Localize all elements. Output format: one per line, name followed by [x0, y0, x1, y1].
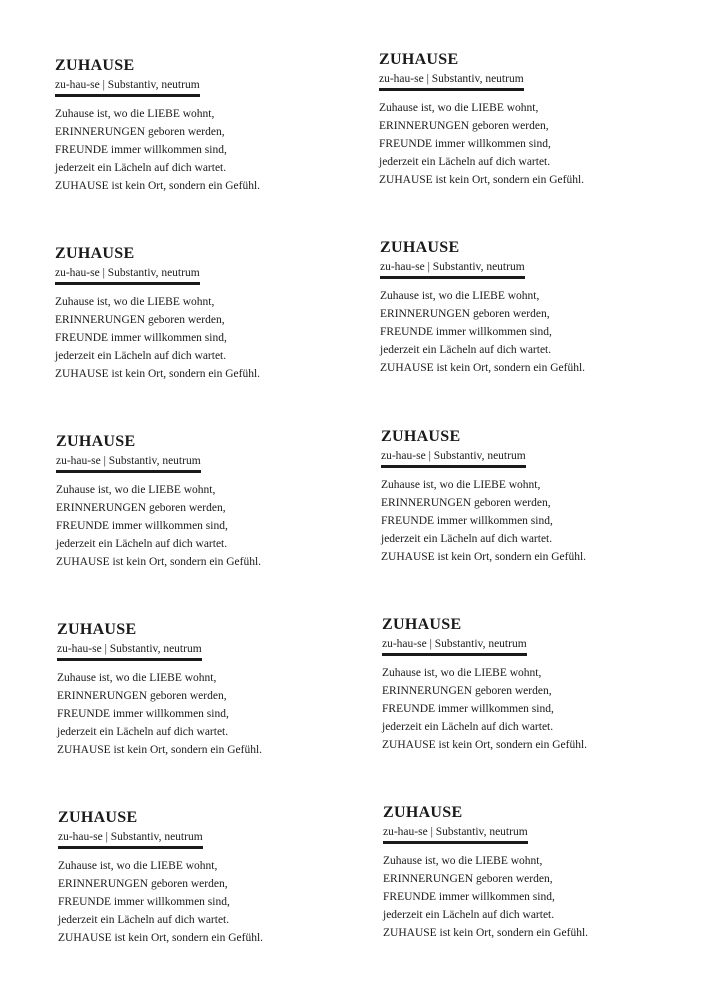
card-line: ERINNERUNGEN geboren werden,: [379, 120, 549, 132]
card-line: ERINNERUNGEN geboren werden,: [381, 497, 551, 509]
card-definition: zu-hau-se | Substantiv, neutrum: [380, 260, 525, 279]
card-line: FREUNDE immer willkommen sind,: [57, 708, 229, 720]
card-line: jederzeit ein Lächeln auf dich wartet.: [383, 909, 555, 921]
card-title: ZUHAUSE: [379, 51, 459, 68]
card-line: jederzeit ein Lächeln auf dich wartet.: [382, 721, 554, 733]
card-line: Zuhause ist, wo die LIEBE wohnt,: [55, 108, 215, 120]
card-line: FREUNDE immer willkommen sind,: [379, 138, 551, 150]
card-title: ZUHAUSE: [55, 245, 135, 262]
card-line: Zuhause ist, wo die LIEBE wohnt,: [57, 672, 217, 684]
card-line: jederzeit ein Lächeln auf dich wartet.: [57, 726, 229, 738]
definition-card-right-2: [380, 239, 680, 377]
card-title: ZUHAUSE: [380, 239, 460, 256]
card-line: ERINNERUNGEN geboren werden,: [56, 502, 226, 514]
card-line: ZUHAUSE ist kein Ort, sondern ein Gefühl.: [55, 180, 261, 192]
card-line: FREUNDE immer willkommen sind,: [380, 326, 552, 338]
card-line: Zuhause ist, wo die LIEBE wohnt,: [381, 479, 541, 491]
card-line: ERINNERUNGEN geboren werden,: [55, 126, 225, 138]
card-line: ERINNERUNGEN geboren werden,: [383, 873, 553, 885]
card-line: Zuhause ist, wo die LIEBE wohnt,: [58, 860, 218, 872]
card-line: ZUHAUSE ist kein Ort, sondern ein Gefühl.: [383, 927, 589, 939]
definition-card-left-4: [57, 621, 357, 759]
card-line: jederzeit ein Lächeln auf dich wartet.: [55, 350, 227, 362]
definition-card-left-1: [55, 57, 355, 195]
card-line: ZUHAUSE ist kein Ort, sondern ein Gefühl.: [382, 739, 588, 751]
definition-card-right-1: [379, 51, 679, 189]
card-line: ERINNERUNGEN geboren werden,: [380, 308, 550, 320]
card-line: ZUHAUSE ist kein Ort, sondern ein Gefühl.: [58, 932, 264, 944]
card-line: ZUHAUSE ist kein Ort, sondern ein Gefühl.: [56, 556, 262, 568]
card-definition: zu-hau-se | Substantiv, neutrum: [379, 72, 524, 91]
card-definition: zu-hau-se | Substantiv, neutrum: [56, 454, 201, 473]
card-line: ZUHAUSE ist kein Ort, sondern ein Gefühl.: [55, 368, 261, 380]
card-title: ZUHAUSE: [57, 621, 137, 638]
card-line: Zuhause ist, wo die LIEBE wohnt,: [383, 855, 543, 867]
card-text: [379, 99, 679, 189]
definition-card-left-3: [56, 433, 356, 571]
definition-card-right-4: [382, 616, 682, 754]
card-line: Zuhause ist, wo die LIEBE wohnt,: [55, 296, 215, 308]
card-line: jederzeit ein Lächeln auf dich wartet.: [56, 538, 228, 550]
card-text: [382, 664, 682, 754]
card-title: ZUHAUSE: [383, 804, 463, 821]
card-text: [380, 287, 680, 377]
card-line: Zuhause ist, wo die LIEBE wohnt,: [380, 290, 540, 302]
card-line: jederzeit ein Lächeln auf dich wartet.: [55, 162, 227, 174]
card-line: FREUNDE immer willkommen sind,: [382, 703, 554, 715]
card-definition: zu-hau-se | Substantiv, neutrum: [55, 78, 200, 97]
card-title: ZUHAUSE: [56, 433, 136, 450]
card-line: ZUHAUSE ist kein Ort, sondern ein Gefühl.: [57, 744, 263, 756]
card-title: ZUHAUSE: [58, 809, 138, 826]
card-line: FREUNDE immer willkommen sind,: [383, 891, 555, 903]
card-title: ZUHAUSE: [381, 428, 461, 445]
card-definition: zu-hau-se | Substantiv, neutrum: [383, 825, 528, 844]
card-text: [381, 476, 681, 566]
card-line: ERINNERUNGEN geboren werden,: [57, 690, 227, 702]
card-line: Zuhause ist, wo die LIEBE wohnt,: [379, 102, 539, 114]
card-line: ERINNERUNGEN geboren werden,: [382, 685, 552, 697]
card-line: FREUNDE immer willkommen sind,: [55, 144, 227, 156]
card-line: Zuhause ist, wo die LIEBE wohnt,: [382, 667, 542, 679]
card-text: [57, 669, 357, 759]
card-line: jederzeit ein Lächeln auf dich wartet.: [381, 533, 553, 545]
card-line: ZUHAUSE ist kein Ort, sondern ein Gefühl.: [381, 551, 587, 563]
definition-card-right-5: [383, 804, 683, 942]
card-definition: zu-hau-se | Substantiv, neutrum: [57, 642, 202, 661]
definition-card-left-5: [58, 809, 358, 947]
card-line: jederzeit ein Lächeln auf dich wartet.: [380, 344, 552, 356]
card-text: [58, 857, 358, 947]
card-line: jederzeit ein Lächeln auf dich wartet.: [379, 156, 551, 168]
card-definition: zu-hau-se | Substantiv, neutrum: [55, 266, 200, 285]
card-line: FREUNDE immer willkommen sind,: [381, 515, 553, 527]
card-text: [383, 852, 683, 942]
card-line: FREUNDE immer willkommen sind,: [56, 520, 228, 532]
card-text: [55, 293, 355, 383]
card-line: ERINNERUNGEN geboren werden,: [55, 314, 225, 326]
card-definition: zu-hau-se | Substantiv, neutrum: [382, 637, 527, 656]
card-line: jederzeit ein Lächeln auf dich wartet.: [58, 914, 230, 926]
definition-card-left-2: [55, 245, 355, 383]
card-text: [55, 105, 355, 195]
card-line: FREUNDE immer willkommen sind,: [55, 332, 227, 344]
card-line: ZUHAUSE ist kein Ort, sondern ein Gefühl.: [379, 174, 585, 186]
card-line: ZUHAUSE ist kein Ort, sondern ein Gefühl.: [380, 362, 586, 374]
card-line: ERINNERUNGEN geboren werden,: [58, 878, 228, 890]
card-title: ZUHAUSE: [382, 616, 462, 633]
card-title: ZUHAUSE: [55, 57, 135, 74]
card-text: [56, 481, 356, 571]
definition-card-right-3: [381, 428, 681, 566]
card-line: FREUNDE immer willkommen sind,: [58, 896, 230, 908]
card-definition: zu-hau-se | Substantiv, neutrum: [58, 830, 203, 849]
card-line: Zuhause ist, wo die LIEBE wohnt,: [56, 484, 216, 496]
card-definition: zu-hau-se | Substantiv, neutrum: [381, 449, 526, 468]
